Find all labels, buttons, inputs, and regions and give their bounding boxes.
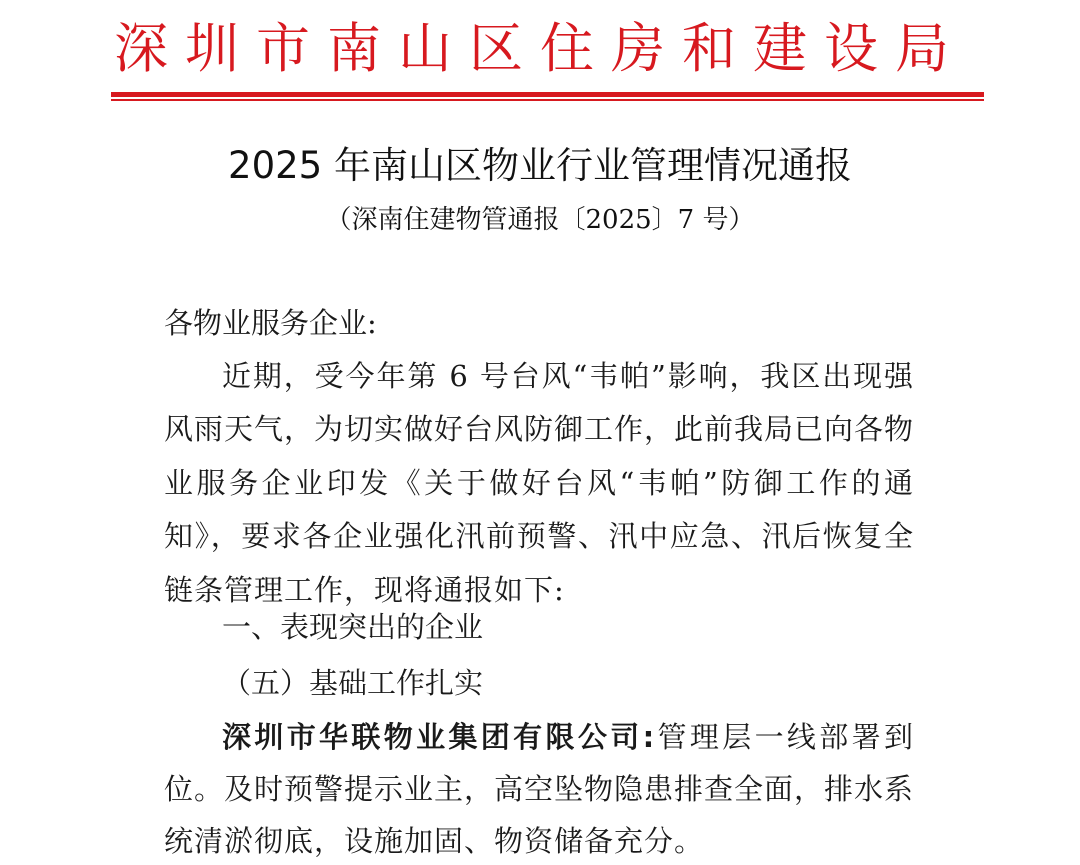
salutation: 各物业服务企业: bbox=[164, 306, 377, 340]
document-number: （深南住建物管通报〔2025〕7 号） bbox=[325, 205, 755, 235]
intro-paragraph: 近期，受今年第 6 号台风“韦帕”影响，我区出现强风雨天气，为切实做好台风防御工作，此前我局已向各物业服务企业印发《关于做好台风“韦帕”防御工作的通知》，要求各企业强化汛前预警、汛中应急、汛后恢复全链条管理工作，现将通报如下: bbox=[164, 359, 915, 607]
company-name: 深圳市华联物业集团有限公司: bbox=[222, 720, 656, 754]
agency-header: 深圳市南山区住房和建设局 bbox=[114, 17, 966, 80]
header-red-rule-thin bbox=[111, 99, 984, 101]
document-title: 2025 年南山区物业行业管理情况通报 bbox=[228, 144, 852, 187]
section-heading: 一、表现突出的企业 bbox=[222, 610, 484, 644]
company-paragraph bbox=[164, 711, 914, 865]
company-description: 管理层一线部署到位。及时预警提示业主，高空坠物隐患排查全面，排水系统清淤彻底，设施加固、物资储备充分。 bbox=[164, 720, 915, 858]
subsection-heading: （五）基础工作扎实 bbox=[222, 666, 484, 700]
header-red-rule-thick bbox=[111, 92, 984, 97]
